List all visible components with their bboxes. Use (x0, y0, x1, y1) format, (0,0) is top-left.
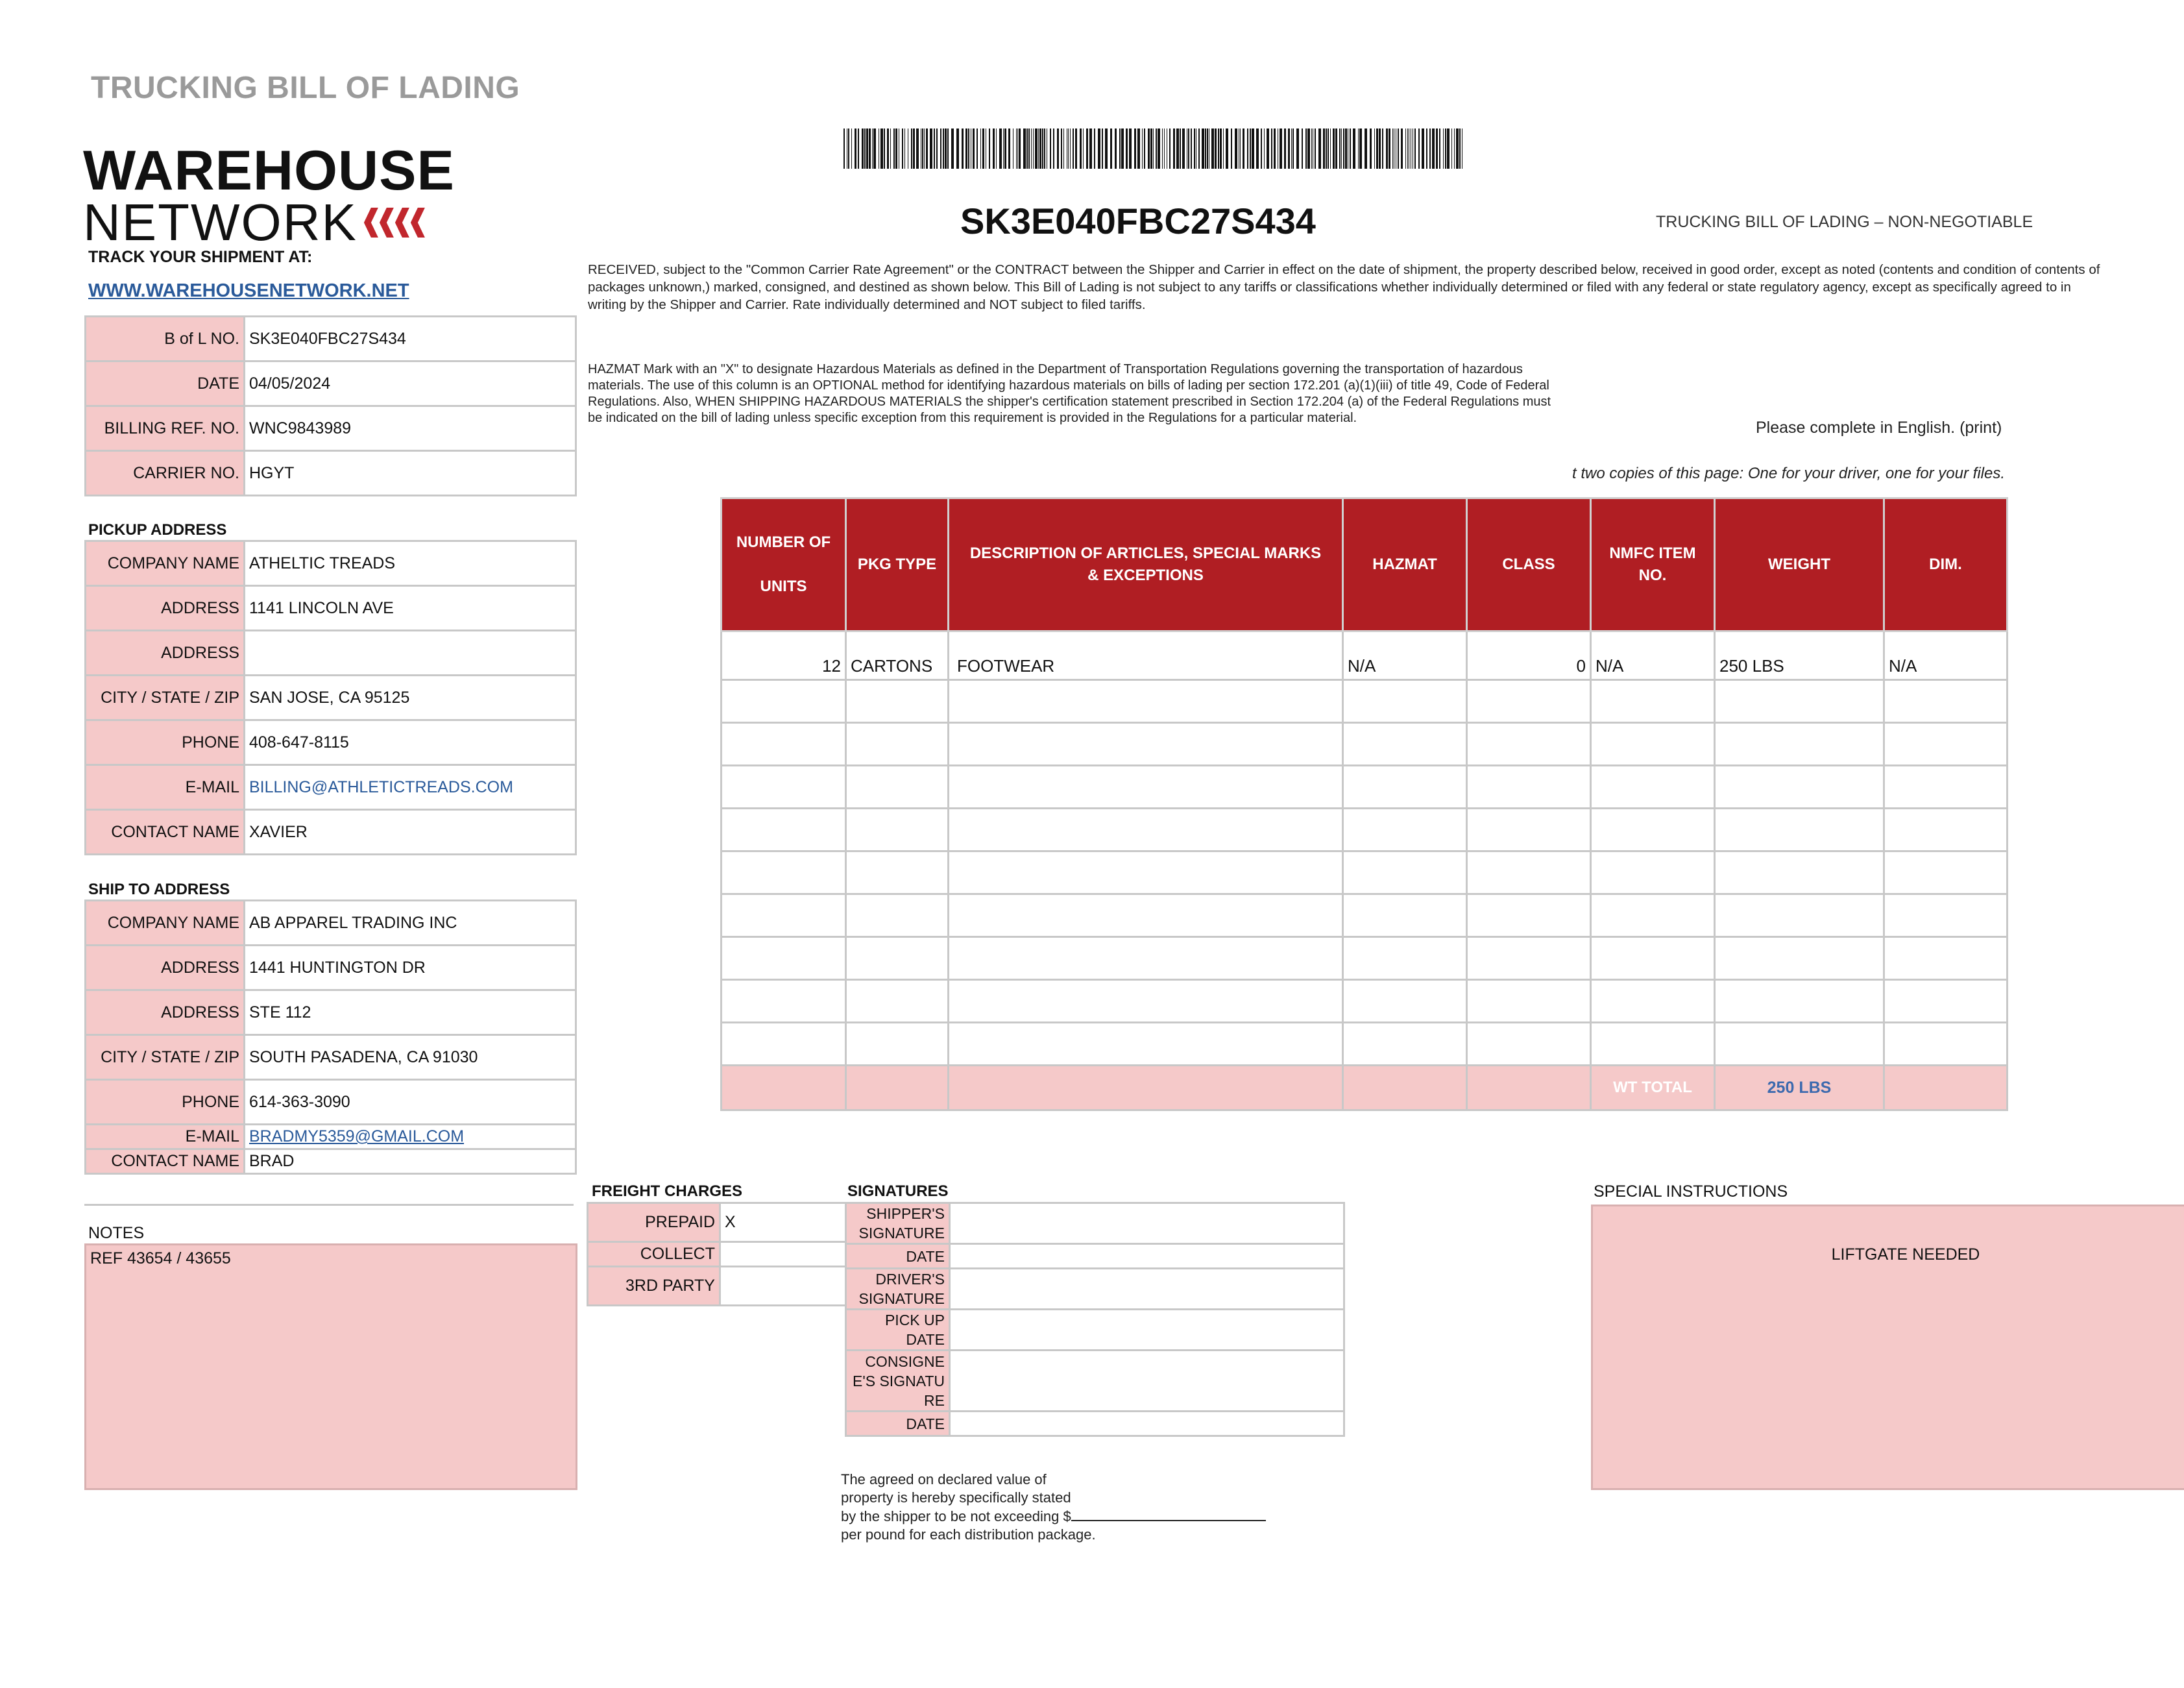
pickup-city-label: CITY / STATE / ZIP (86, 676, 245, 720)
table-row (722, 894, 2008, 937)
date-field[interactable]: 04/05/2024 (245, 361, 576, 406)
pickup-address1-label: ADDRESS (86, 586, 245, 631)
items-table (720, 497, 2008, 1111)
shipper-date-field[interactable] (950, 1244, 1344, 1269)
shipto-address1-field[interactable]: 1441 HUNTINGTON DR (245, 946, 576, 990)
pkg-type-header: PKG TYPE (846, 498, 949, 631)
table-row (722, 1023, 2008, 1066)
prepaid-label: PREPAID (588, 1203, 720, 1242)
complete-english-note: Please complete in English. (print) (1756, 419, 2002, 437)
third-party-label: 3RD PARTY (588, 1267, 720, 1306)
consignee-signature-field[interactable] (950, 1351, 1344, 1412)
collect-label: COLLECT (588, 1242, 720, 1267)
shipto-city-label: CITY / STATE / ZIP (86, 1035, 245, 1080)
pickup-address-table (84, 540, 577, 855)
shipto-email-label: E-MAIL (86, 1125, 245, 1149)
table-row (722, 809, 2008, 851)
shipto-city-field[interactable]: SOUTH PASADENA, CA 91030 (245, 1035, 576, 1080)
company-logo (83, 140, 455, 251)
weight-header: WEIGHT (1715, 498, 1884, 631)
declared-value-text (841, 1471, 1308, 1544)
dim-cell[interactable]: N/A (1884, 631, 2008, 680)
shipper-signature-field[interactable] (950, 1203, 1344, 1244)
barcode-icon (843, 128, 1466, 169)
pickup-email-field[interactable]: BILLING@ATHLETICTREADS.COM (245, 765, 576, 810)
bol-no-label: B of L NO. (86, 317, 245, 361)
pickup-address2-field[interactable] (245, 631, 576, 676)
table-row (722, 937, 2008, 980)
carrier-no-label: CARRIER NO. (86, 451, 245, 496)
units-header-line2: UNITS (760, 578, 807, 595)
declared-line-1: The agreed on declared value of (841, 1471, 1047, 1487)
shipto-address2-field[interactable]: STE 112 (245, 990, 576, 1035)
billing-ref-label: BILLING REF. NO. (86, 406, 245, 451)
table-row (722, 723, 2008, 766)
weight-total-row (722, 1066, 2008, 1110)
shipto-address2-label: ADDRESS (86, 990, 245, 1035)
nmfc-header: NMFC ITEM NO. (1591, 498, 1715, 631)
hazmat-header: HAZMAT (1343, 498, 1467, 631)
table-row (722, 631, 2008, 680)
dim-header: DIM. (1884, 498, 2008, 631)
table-row (722, 766, 2008, 809)
pickup-contact-field[interactable]: XAVIER (245, 810, 576, 855)
prepaid-field[interactable]: X (720, 1203, 846, 1242)
freight-charges-table (587, 1202, 847, 1306)
declared-value-blank[interactable] (1071, 1507, 1266, 1521)
wt-total-value: 250 LBS (1715, 1066, 1884, 1110)
carrier-no-field[interactable]: HGYT (245, 451, 576, 496)
pickup-email-label: E-MAIL (86, 765, 245, 810)
consignee-signature-label: CONSIGNEE'S SIGNATURE (846, 1351, 950, 1412)
bol-no-field[interactable]: SK3E040FBC27S434 (245, 317, 576, 361)
driver-signature-label: DRIVER'S SIGNATURE (846, 1269, 950, 1310)
freight-charges-title: FREIGHT CHARGES (592, 1182, 743, 1200)
pickup-address-title: PICKUP ADDRESS (88, 521, 227, 539)
shipto-company-field[interactable]: AB APPAREL TRADING INC (245, 901, 576, 946)
pickup-phone-label: PHONE (86, 720, 245, 765)
special-instructions-text: LIFTGATE NEEDED (1831, 1245, 1980, 1264)
shipto-address1-label: ADDRESS (86, 946, 245, 990)
pickup-contact-label: CONTACT NAME (86, 810, 245, 855)
non-negotiable-label: TRUCKING BILL OF LADING – NON-NEGOTIABLE (1656, 213, 2033, 231)
shipto-email-field[interactable]: BRADMY5359@GMAIL.COM (245, 1125, 576, 1149)
pickup-company-field[interactable]: ATHELTIC TREADS (245, 541, 576, 586)
declared-line-2: property is hereby specifically stated (841, 1489, 1071, 1506)
units-cell[interactable]: 12 (722, 631, 846, 680)
third-party-field[interactable] (720, 1267, 846, 1306)
weight-cell[interactable]: 250 LBS (1715, 631, 1884, 680)
special-instructions-title: SPECIAL INSTRUCTIONS (1594, 1182, 1788, 1201)
pickup-date-label: PICK UP DATE (846, 1310, 950, 1351)
shipto-phone-label: PHONE (86, 1080, 245, 1125)
shipto-contact-label: CONTACT NAME (86, 1149, 245, 1174)
received-terms-text: RECEIVED, subject to the "Common Carrier Rate Agreement" or the CONTRACT between the Shipper and Carrier in effect on the date of shipment, the property described below, received in good order, except as noted (contents and condition of contents of packages unknown,) marked, consigned, and destined as shown below. This Bill of Lading is not subject to any tariffs or classifications whether individually determined or filed with any federal or state regulatory agency, except as specifically agreed to in writing by the Shipper and Carrier. Rate individually determined and NOT subject to filed tariffs. (588, 262, 2100, 312)
notes-box[interactable] (84, 1243, 577, 1490)
hazmat-cell[interactable]: N/A (1343, 631, 1467, 680)
consignee-date-field[interactable] (950, 1412, 1344, 1436)
logo-text-network (83, 193, 455, 251)
notes-text: REF 43654 / 43655 (90, 1249, 231, 1267)
table-row (722, 980, 2008, 1023)
logo-chevrons-icon (363, 208, 425, 238)
logo-text-network-word: NETWORK (83, 193, 358, 251)
description-cell[interactable]: FOOTWEAR (949, 631, 1343, 680)
collect-field[interactable] (720, 1242, 846, 1267)
table-row (722, 851, 2008, 894)
declared-line-3: by the shipper to be not exceeding $ (841, 1508, 1071, 1524)
bol-number-large: SK3E040FBC27S434 (960, 201, 1316, 241)
shipto-address-title: SHIP TO ADDRESS (88, 881, 230, 898)
table-row (722, 680, 2008, 723)
shipper-signature-label: SHIPPER'S SIGNATURE (846, 1203, 950, 1244)
pickup-address2-label: ADDRESS (86, 631, 245, 676)
notes-divider (84, 1204, 574, 1206)
shipto-contact-field[interactable]: BRAD (245, 1149, 576, 1174)
driver-signature-field[interactable] (950, 1269, 1344, 1310)
nmfc-cell[interactable]: N/A (1591, 631, 1715, 680)
units-header-line1: NUMBER OF (736, 533, 831, 551)
date-label: DATE (86, 361, 245, 406)
notes-title: NOTES (88, 1224, 145, 1242)
copies-note: t two copies of this page: One for your driver, one for your files. (1572, 465, 2005, 482)
shipto-address-table (84, 899, 577, 1175)
description-header: DESCRIPTION OF ARTICLES, SPECIAL MARKS & EXCEPTIONS (949, 498, 1343, 631)
track-shipment-label: TRACK YOUR SHIPMENT AT: (88, 248, 313, 266)
signatures-table (845, 1202, 1345, 1437)
declared-line-4: per pound for each distribution package. (841, 1526, 1096, 1543)
billing-ref-field[interactable]: WNC9843989 (245, 406, 576, 451)
pickup-company-label: COMPANY NAME (86, 541, 245, 586)
shipto-phone-field[interactable]: 614-363-3090 (245, 1080, 576, 1125)
logo-text-warehouse: WAREHOUSE (83, 140, 455, 202)
special-instructions-box[interactable] (1591, 1205, 2184, 1490)
wt-total-label: WT TOTAL (1591, 1066, 1715, 1110)
shipto-company-label: COMPANY NAME (86, 901, 245, 946)
class-cell[interactable]: 0 (1467, 631, 1591, 680)
pickup-city-field[interactable]: SAN JOSE, CA 95125 (245, 676, 576, 720)
signatures-title: SIGNATURES (847, 1182, 949, 1200)
shipper-date-label: DATE (846, 1244, 950, 1269)
track-shipment-link[interactable]: WWW.WAREHOUSENETWORK.NET (88, 280, 409, 301)
document-title: TRUCKING BILL OF LADING (91, 71, 520, 105)
pickup-date-field[interactable] (950, 1310, 1344, 1351)
hazmat-notice-text: HAZMAT Mark with an "X" to designate Hazardous Materials as defined in the Department of Transportation Regulations governing the transportation of hazardous materials. The use of this column is an OPTIONAL method for identifying hazardous materials on bills of lading per section 172.201 (a)(1)(iii) of title 49, Code of Federal Regulations. Also, WHEN SHIPPING HAZARDOUS MATERIALS the shipper's certification statement prescribed in Section 172.204 (a) of the Federal Regulations must be indicated on the bill of lading unless specific exception from this requirement is provided in the Regulations for a particular material. (588, 362, 1551, 425)
consignee-date-label: DATE (846, 1412, 950, 1436)
bol-info-table (84, 315, 577, 496)
pickup-phone-field[interactable]: 408-647-8115 (245, 720, 576, 765)
units-header (722, 498, 846, 631)
pkg-type-cell[interactable]: CARTONS (846, 631, 949, 680)
pickup-address1-field[interactable]: 1141 LINCOLN AVE (245, 586, 576, 631)
class-header: CLASS (1467, 498, 1591, 631)
